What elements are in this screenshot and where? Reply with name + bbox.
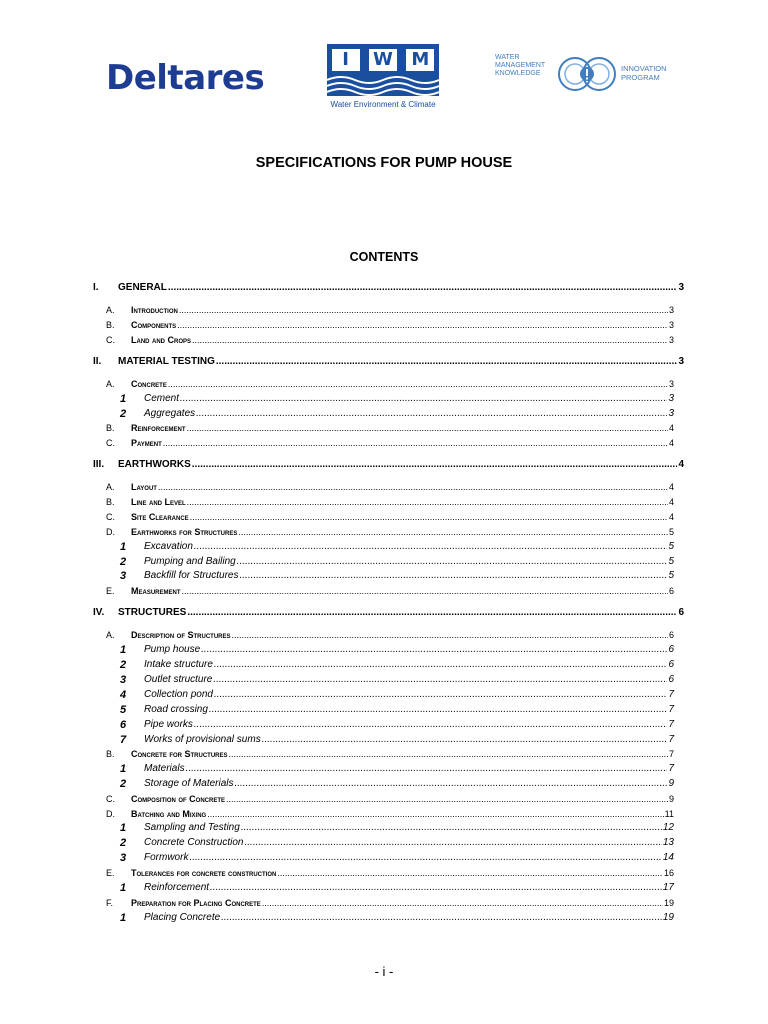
toc-subsection[interactable] bbox=[106, 495, 674, 509]
toc-leader-dots bbox=[189, 851, 661, 865]
toc-leader-dots bbox=[209, 703, 668, 717]
toc-label: GENERAL bbox=[118, 282, 167, 293]
toc-leader-dots bbox=[163, 436, 668, 450]
toc-label: Aggregates bbox=[144, 408, 196, 419]
toc-number: D. bbox=[106, 527, 115, 537]
toc-label: Reinforcement bbox=[131, 423, 186, 433]
toc-page-number: 6 bbox=[668, 586, 674, 596]
toc-number: 3 bbox=[120, 570, 127, 582]
toc-label: Tolerances for concrete construction bbox=[131, 868, 277, 878]
toc-number: B. bbox=[106, 423, 115, 433]
toc-subsection[interactable] bbox=[106, 628, 674, 642]
toc-subsection[interactable] bbox=[106, 792, 674, 806]
toc-subsection[interactable] bbox=[106, 333, 674, 347]
toc-label: Collection pond bbox=[144, 689, 213, 700]
toc-item[interactable] bbox=[120, 569, 674, 583]
toc-number: C. bbox=[106, 512, 115, 522]
toc-leader-dots bbox=[229, 747, 668, 761]
toc-leader-dots bbox=[177, 318, 668, 332]
toc-label: Pumping and Bailing bbox=[144, 556, 236, 567]
toc-label: Outlet structure bbox=[144, 674, 213, 685]
toc-subsection[interactable] bbox=[106, 525, 674, 539]
toc-leader-dots bbox=[187, 495, 668, 509]
toc-page-number: 4 bbox=[668, 423, 674, 433]
toc-subsection[interactable] bbox=[106, 584, 674, 598]
toc-label: Batching and Mixing bbox=[131, 809, 207, 819]
toc-subsection[interactable] bbox=[106, 807, 674, 821]
toc-leader-dots bbox=[235, 777, 668, 791]
toc-leader-dots bbox=[262, 896, 663, 910]
toc-label: Pump house bbox=[144, 644, 201, 655]
toc-label: Materials bbox=[144, 763, 185, 774]
toc-page-number: 7 bbox=[668, 749, 674, 759]
toc-item[interactable] bbox=[120, 851, 674, 865]
toc-leader-dots bbox=[168, 281, 678, 295]
toc-page-number: 16 bbox=[663, 868, 674, 878]
wmk-text-line: KNOWLEDGE bbox=[495, 70, 541, 77]
toc-number: E. bbox=[106, 868, 115, 878]
toc-number: B. bbox=[106, 497, 115, 507]
toc-label: Introduction bbox=[131, 305, 178, 315]
toc-number: 2 bbox=[120, 408, 127, 420]
iwm-logo-letters bbox=[327, 49, 439, 71]
toc-page-number: 4 bbox=[668, 497, 674, 507]
toc-page-number: 6 bbox=[668, 630, 674, 640]
toc-item[interactable] bbox=[120, 836, 674, 850]
toc-label: Measurement bbox=[131, 586, 181, 596]
toc-item[interactable] bbox=[120, 658, 674, 672]
toc-subsection[interactable] bbox=[106, 421, 674, 435]
toc-page-number: 3 bbox=[668, 379, 674, 389]
toc-page-number: 7 bbox=[668, 734, 674, 745]
toc-subsection[interactable] bbox=[106, 480, 674, 494]
toc-leader-dots bbox=[277, 866, 663, 880]
toc-page-number: 19 bbox=[663, 898, 674, 908]
toc-subsection[interactable] bbox=[106, 747, 674, 761]
toc-leader-dots bbox=[192, 333, 668, 347]
toc-leader-dots bbox=[192, 458, 678, 472]
toc-page-number: 3 bbox=[668, 305, 674, 315]
toc-leader-dots bbox=[180, 392, 667, 406]
toc-label: STRUCTURES bbox=[118, 607, 187, 618]
toc-label: Placing Concrete bbox=[144, 912, 221, 923]
toc-page-number: 6 bbox=[668, 644, 674, 655]
toc-leader-dots bbox=[216, 355, 678, 369]
toc-page-number: 17 bbox=[662, 882, 674, 893]
toc-label: Road crossing bbox=[144, 704, 208, 715]
toc-page-number: 3 bbox=[678, 282, 684, 293]
toc-item[interactable] bbox=[120, 407, 674, 421]
toc-label: Formwork bbox=[144, 852, 189, 863]
toc-leader-dots bbox=[196, 407, 667, 421]
toc-leader-dots bbox=[168, 377, 668, 391]
iwm-wave-icon bbox=[327, 74, 439, 96]
toc-number: 1 bbox=[120, 882, 127, 894]
toc-page-number: 4 bbox=[668, 482, 674, 492]
toc-label: Layout bbox=[131, 482, 157, 492]
toc-leader-dots bbox=[238, 525, 668, 539]
toc-number: 1 bbox=[120, 393, 127, 405]
toc-item[interactable] bbox=[120, 777, 674, 791]
toc-page-number: 7 bbox=[668, 719, 674, 730]
toc-page-number: 6 bbox=[668, 659, 674, 670]
toc-item[interactable] bbox=[120, 881, 674, 895]
toc-page-number: 3 bbox=[668, 393, 674, 404]
toc-leader-dots bbox=[186, 762, 668, 776]
toc-label: Description of Structures bbox=[131, 630, 231, 640]
iwm-letter: M bbox=[406, 49, 434, 71]
toc-number: D. bbox=[106, 809, 115, 819]
toc-page-number: 3 bbox=[678, 356, 684, 367]
toc-label: Cement bbox=[144, 393, 180, 404]
toc-label: EARTHWORKS bbox=[118, 459, 191, 470]
toc-page-number: 6 bbox=[678, 607, 684, 618]
toc-page-number: 7 bbox=[668, 689, 674, 700]
toc-leader-dots bbox=[187, 421, 668, 435]
toc-number: C. bbox=[106, 794, 115, 804]
toc-leader-dots bbox=[201, 643, 667, 657]
toc-number: 3 bbox=[120, 674, 127, 686]
wmk-logo-text-left bbox=[495, 54, 545, 78]
toc-label: Earthworks for Structures bbox=[131, 527, 238, 537]
toc-page-number: 7 bbox=[668, 763, 674, 774]
toc-label: Reinforcement bbox=[144, 882, 210, 893]
contents-heading: CONTENTS bbox=[349, 250, 419, 264]
toc-page-number: 4 bbox=[668, 512, 674, 522]
toc-label: Components bbox=[131, 320, 177, 330]
toc-number: B. bbox=[106, 749, 115, 759]
toc-leader-dots bbox=[245, 836, 662, 850]
toc-leader-dots bbox=[226, 792, 668, 806]
toc-number: A. bbox=[106, 305, 115, 315]
toc-label: Land and Crops bbox=[131, 335, 191, 345]
toc-label: MATERIAL TESTING bbox=[118, 356, 215, 367]
iwm-letter: I bbox=[332, 49, 360, 71]
toc-page-number: 9 bbox=[668, 778, 674, 789]
toc-item[interactable] bbox=[120, 703, 674, 717]
iwm-caption: Water Environment & Climate bbox=[330, 100, 436, 109]
toc-item[interactable] bbox=[120, 718, 674, 732]
toc-leader-dots bbox=[207, 807, 663, 821]
toc-number: 1 bbox=[120, 541, 127, 553]
toc-leader-dots bbox=[190, 510, 668, 524]
toc-number: C. bbox=[106, 335, 115, 345]
toc-leader-dots bbox=[214, 688, 668, 702]
toc-label: Concrete bbox=[131, 379, 167, 389]
toc-number: B. bbox=[106, 320, 115, 330]
toc-section[interactable] bbox=[93, 281, 684, 295]
toc-page-number: 7 bbox=[668, 704, 674, 715]
toc-number: 1 bbox=[120, 644, 127, 656]
toc-number: E. bbox=[106, 586, 115, 596]
wmk-swirl-icon bbox=[555, 50, 619, 98]
logo-bar bbox=[0, 40, 768, 120]
toc-number: 6 bbox=[120, 719, 127, 731]
toc-leader-dots bbox=[182, 584, 668, 598]
toc-leader-dots bbox=[187, 606, 677, 620]
toc-item[interactable] bbox=[120, 911, 674, 925]
toc-subsection[interactable] bbox=[106, 318, 674, 332]
toc-label: Concrete for Structures bbox=[131, 749, 228, 759]
toc-number: 2 bbox=[120, 556, 127, 568]
toc-page-number: 3 bbox=[668, 320, 674, 330]
toc-leader-dots bbox=[210, 881, 662, 895]
toc-label: Works of provisional sums bbox=[144, 734, 261, 745]
toc-number: III. bbox=[93, 459, 105, 470]
toc-page-number: 4 bbox=[668, 438, 674, 448]
toc-label: Payment bbox=[131, 438, 162, 448]
toc-number: I. bbox=[93, 282, 99, 293]
toc-label: Pipe works bbox=[144, 719, 193, 730]
toc-section[interactable] bbox=[93, 355, 684, 369]
toc-label: Concrete Construction bbox=[144, 837, 244, 848]
toc-label: Site Clearance bbox=[131, 512, 189, 522]
toc-number: 2 bbox=[120, 837, 127, 849]
toc-subsection[interactable] bbox=[106, 377, 674, 391]
toc-leader-dots bbox=[194, 540, 668, 554]
toc-label: Preparation for Placing Concrete bbox=[131, 898, 261, 908]
toc-section[interactable] bbox=[93, 458, 684, 472]
toc-page-number: 5 bbox=[668, 570, 674, 581]
toc-label: Line and Level bbox=[131, 497, 186, 507]
toc-page-number: 5 bbox=[668, 541, 674, 552]
toc-number: 1 bbox=[120, 822, 127, 834]
toc-number: 1 bbox=[120, 912, 127, 924]
toc-number: IV. bbox=[93, 607, 105, 618]
toc-subsection[interactable] bbox=[106, 436, 674, 450]
toc-item[interactable] bbox=[120, 688, 674, 702]
toc-leader-dots bbox=[158, 480, 668, 494]
wmk-text-line: PROGRAM bbox=[621, 73, 660, 82]
toc-page-number: 9 bbox=[668, 794, 674, 804]
toc-number: 7 bbox=[120, 734, 127, 746]
toc-page-number: 14 bbox=[662, 852, 674, 863]
toc-number: F. bbox=[106, 898, 114, 908]
toc-leader-dots bbox=[232, 628, 668, 642]
toc-number: A. bbox=[106, 379, 115, 389]
toc-item[interactable] bbox=[120, 762, 674, 776]
toc-label: Intake structure bbox=[144, 659, 213, 670]
toc-subsection[interactable] bbox=[106, 866, 674, 880]
toc-number: 3 bbox=[120, 852, 127, 864]
toc-item[interactable] bbox=[120, 673, 674, 687]
toc-page-number: 5 bbox=[668, 556, 674, 567]
toc-page-number: 12 bbox=[662, 822, 674, 833]
toc-leader-dots bbox=[262, 733, 668, 747]
toc-item[interactable] bbox=[120, 392, 674, 406]
toc-label: Storage of Materials bbox=[144, 778, 234, 789]
toc-subsection[interactable] bbox=[106, 303, 674, 317]
toc-leader-dots bbox=[194, 718, 668, 732]
toc-subsection[interactable] bbox=[106, 510, 674, 524]
toc-leader-dots bbox=[239, 569, 667, 583]
toc-item[interactable] bbox=[120, 643, 674, 657]
toc-item[interactable] bbox=[120, 733, 674, 747]
toc-item[interactable] bbox=[120, 555, 674, 569]
toc-page-number: 3 bbox=[668, 335, 674, 345]
document-title: SPECIFICATIONS FOR PUMP HOUSE bbox=[255, 155, 513, 171]
page-number: - i - bbox=[374, 964, 394, 979]
toc-number: 4 bbox=[120, 689, 127, 701]
toc-leader-dots bbox=[237, 555, 668, 569]
toc-number: 2 bbox=[120, 659, 127, 671]
toc-label: Sampling and Testing bbox=[144, 822, 240, 833]
wmk-text-line: MANAGEMENT bbox=[495, 62, 546, 69]
toc-number: 5 bbox=[120, 704, 127, 716]
toc-number: A. bbox=[106, 482, 115, 492]
toc-leader-dots bbox=[221, 911, 662, 925]
toc-number: A. bbox=[106, 630, 115, 640]
toc-number: 1 bbox=[120, 763, 127, 775]
toc-page-number: 6 bbox=[668, 674, 674, 685]
toc-label: Excavation bbox=[144, 541, 193, 552]
wmk-logo-text-right bbox=[621, 64, 667, 82]
toc-leader-dots bbox=[213, 673, 667, 687]
toc-leader-dots bbox=[241, 821, 662, 835]
wmk-logo bbox=[495, 50, 675, 98]
toc-page-number: 4 bbox=[678, 459, 684, 470]
toc-page-number: 5 bbox=[668, 527, 674, 537]
toc-page-number: 11 bbox=[664, 809, 674, 819]
deltares-logo: Deltares bbox=[106, 58, 265, 98]
toc-number: II. bbox=[93, 356, 102, 367]
toc-item[interactable] bbox=[120, 540, 674, 554]
iwm-logo bbox=[325, 44, 441, 108]
iwm-letter: W bbox=[369, 49, 397, 71]
wmk-text-line: WATER bbox=[495, 54, 520, 61]
toc-page-number: 19 bbox=[662, 912, 674, 923]
toc-label: Backfill for Structures bbox=[144, 570, 239, 581]
toc-page-number: 13 bbox=[662, 837, 674, 848]
toc-leader-dots bbox=[179, 303, 668, 317]
toc-label: Composition of Concrete bbox=[131, 794, 226, 804]
toc-page-number: 3 bbox=[668, 408, 674, 419]
toc-leader-dots bbox=[214, 658, 668, 672]
toc-subsection[interactable] bbox=[106, 896, 674, 910]
toc-section[interactable] bbox=[93, 606, 684, 620]
toc-number: C. bbox=[106, 438, 115, 448]
toc-item[interactable] bbox=[120, 821, 674, 835]
wmk-text-line: INNOVATION bbox=[621, 64, 667, 73]
toc-number: 2 bbox=[120, 778, 127, 790]
